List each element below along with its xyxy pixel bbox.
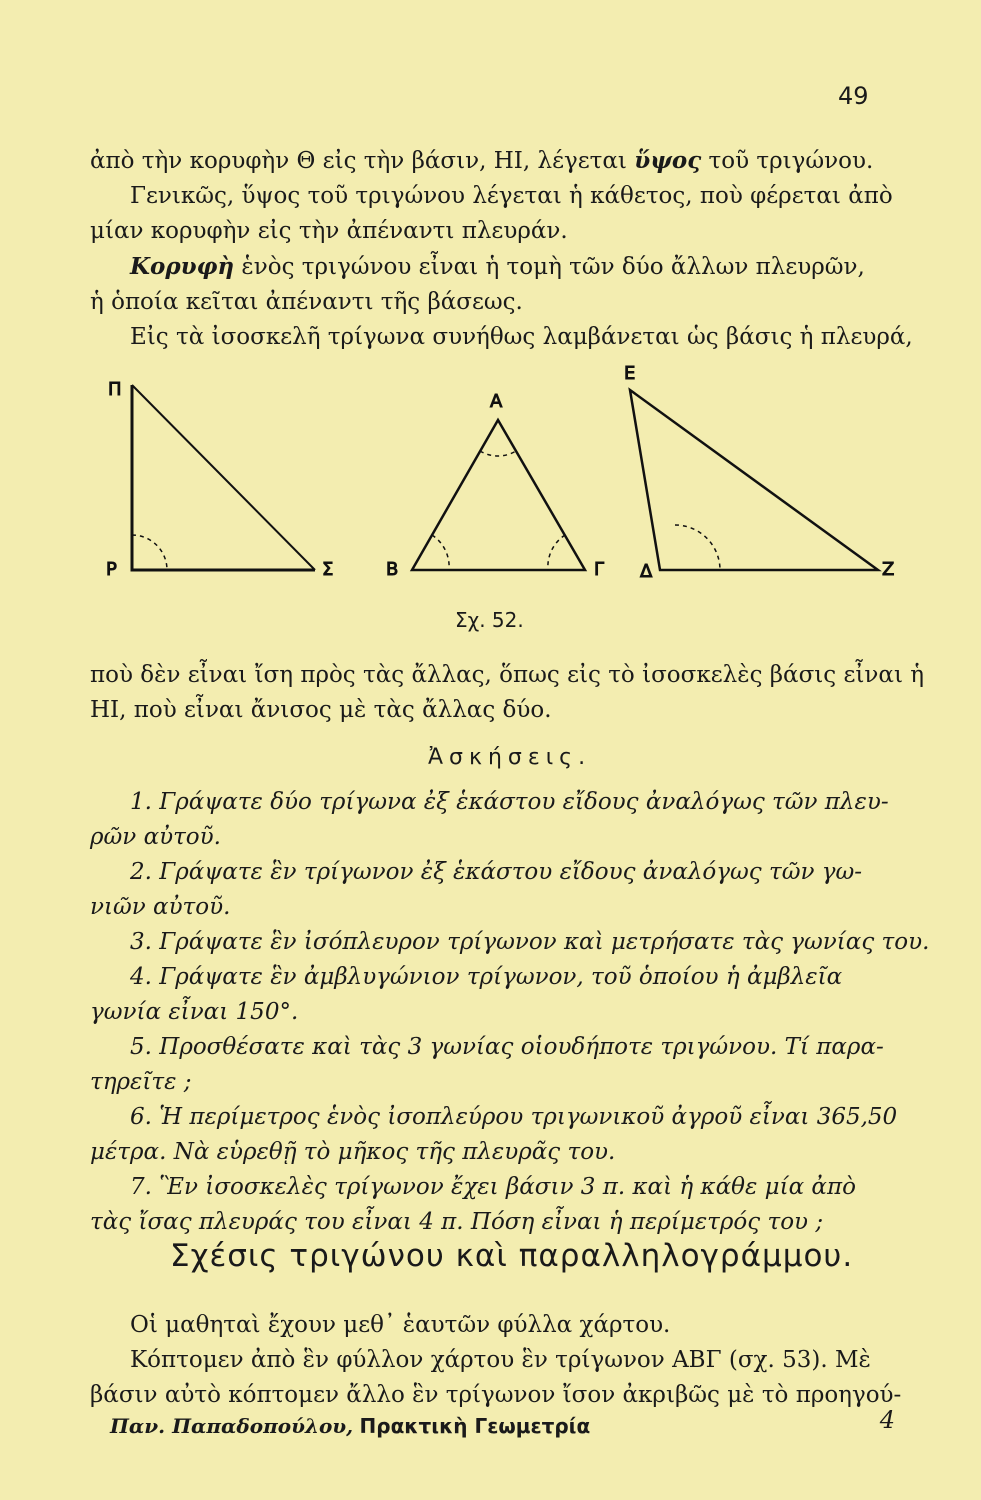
section-heading: Σχέσις τριγώνου καὶ παραλληλογράμμου. bbox=[170, 1238, 854, 1274]
right-triangle bbox=[106, 379, 333, 580]
intro-line-1-text: ἀπὸ τὴν κορυφὴν Θ εἰς τὴν βάσιν, ΗΙ, λέγεται bbox=[90, 148, 635, 174]
exercise-4-cont: γωνία εἶναι 150°. bbox=[90, 999, 299, 1025]
footer-book-title: Πρακτικὴ Γεωμετρία bbox=[359, 1414, 591, 1438]
page-footer bbox=[110, 1406, 895, 1438]
exercise-2: 2. Γράψατε ἓν τρίγωνον ἐξ ἑκάστου εἴδους ἀναλόγως τῶν γω- bbox=[130, 859, 863, 885]
exercise-5-cont: τηρεῖτε ; bbox=[90, 1069, 192, 1095]
intro-line-3: μίαν κορυφὴν εἰς τὴν ἀπέναντι πλευράν. bbox=[90, 218, 568, 244]
intro-line-4-text: ἑνὸς τριγώνου εἶναι ἡ τομὴ τῶν δύο ἄλλων πλευρῶν, bbox=[234, 254, 865, 280]
section-paragraph bbox=[90, 1308, 910, 1413]
label-gamma: Γ bbox=[594, 559, 605, 580]
page-number: 49 bbox=[838, 82, 869, 110]
equilateral-triangle bbox=[386, 391, 604, 580]
right-angle-arc bbox=[132, 535, 167, 570]
exercise-4: 4. Γράψατε ἓν ἀμβλυγώνιον τρίγωνον, τοῦ ὁποίου ἡ ἀμβλεῖα bbox=[130, 964, 843, 990]
label-pi: Π bbox=[108, 379, 122, 400]
intro-line-1 bbox=[90, 143, 910, 179]
top-angle-arc bbox=[480, 451, 516, 456]
section-line-2: Κόπτομεν ἀπὸ ἓν φύλλον χάρτου ἓν τρίγωνον ΑΒΓ (σχ. 53). Μὲ bbox=[130, 1347, 871, 1373]
obtuse-triangle bbox=[624, 365, 894, 582]
intro-line-2: Γενικῶς, ὕψος τοῦ τριγώνου λέγεται ἡ κάθετος, ποὺ φέρεται ἀπὸ bbox=[130, 183, 893, 209]
label-rho-visible: Ρ bbox=[106, 559, 117, 580]
after-figure-line-2: ΗΙ, ποὺ εἶναι ἄνισος μὲ τὰς ἄλλας δύο. bbox=[90, 697, 552, 723]
right-angle-arc-eq bbox=[548, 535, 565, 570]
section-line-1: Οἱ μαθηταὶ ἔχουν μεθ᾿ ἑαυτῶν φύλλα χάρτου. bbox=[130, 1312, 671, 1338]
obtuse-angle-arc bbox=[675, 525, 720, 570]
exercise-7-cont: τὰς ἴσας πλευράς του εἶναι 4 π. Πόση εἶναι ἡ περίμετρός του ; bbox=[90, 1209, 824, 1235]
exercise-1-cont: ρῶν αὐτοῦ. bbox=[90, 824, 221, 850]
intro-line-4 bbox=[90, 249, 910, 285]
exercise-list bbox=[90, 785, 930, 1240]
label-zeta: Ζ bbox=[882, 559, 895, 580]
exercise-7: 7. Ἓν ἰσοσκελὲς τρίγωνον ἔχει βάσιν 3 π. καὶ ἡ κάθε μία ἀπὸ bbox=[130, 1174, 856, 1200]
exercise-6-cont: μέτρα. Νὰ εὑρεθῇ τὸ μῆκος τῆς πλευρᾶς του. bbox=[90, 1139, 616, 1165]
footer-author: Παν. Παπαδοπούλου, bbox=[110, 1414, 354, 1438]
exercise-6: 6. Ἡ περίμετρος ἑνὸς ἰσοπλεύρου τριγωνικοῦ ἀγροῦ εἶναι 365,50 bbox=[130, 1104, 898, 1130]
after-figure-paragraph bbox=[90, 658, 925, 728]
exercises-title: Ἀσκήσεις. bbox=[428, 745, 592, 770]
intro-paragraph bbox=[90, 143, 913, 355]
label-delta: Δ bbox=[640, 561, 653, 582]
term-vertex: Κορυφὴ bbox=[130, 253, 235, 280]
footer-sheet-number: 4 bbox=[879, 1406, 895, 1434]
after-figure-line-1: ποὺ δὲν εἶναι ἴση πρὸς τὰς ἄλλας, ὅπως εἰς τὸ ἰσοσκελὲς βάσις εἶναι ἡ bbox=[90, 662, 925, 688]
label-epsilon: Ε bbox=[624, 365, 636, 384]
intro-line-1-end: τοῦ τριγώνου. bbox=[701, 148, 874, 174]
exercise-1: 1. Γράψατε δύο τρίγωνα ἐξ ἑκάστου εἴδους ἀναλόγως τῶν πλευ- bbox=[130, 789, 889, 815]
exercise-3: 3. Γράψατε ἓν ἰσόπλευρον τρίγωνον καὶ μετρήσατε τὰς γωνίας του. bbox=[130, 929, 930, 955]
figure-caption: Σχ. 52. bbox=[455, 608, 524, 632]
intro-line-5: ἡ ὁποία κεῖται ἀπέναντι τῆς βάσεως. bbox=[90, 289, 523, 315]
section-line-3: βάσιν αὐτὸ κόπτομεν ἄλλο ἓν τρίγωνον ἴσον ἀκριβῶς μὲ τὸ προηγού- bbox=[90, 1382, 902, 1408]
label-beta: Β bbox=[386, 559, 399, 580]
exercise-5: 5. Προσθέσατε καὶ τὰς 3 γωνίας οἱουδήποτε τριγώνου. Τί παρα- bbox=[130, 1034, 884, 1060]
term-height: ὕψος bbox=[634, 147, 702, 174]
exercise-2-cont: νιῶν αὐτοῦ. bbox=[90, 894, 231, 920]
left-angle-arc bbox=[432, 535, 449, 570]
label-alpha: Α bbox=[490, 391, 503, 412]
label-sigma: Σ bbox=[322, 559, 334, 580]
figure-52 bbox=[100, 365, 920, 595]
intro-line-6: Εἰς τὰ ἰσοσκελῆ τρίγωνα συνήθως λαμβάνεται ὡς βάσις ἡ πλευρά, bbox=[130, 324, 913, 350]
